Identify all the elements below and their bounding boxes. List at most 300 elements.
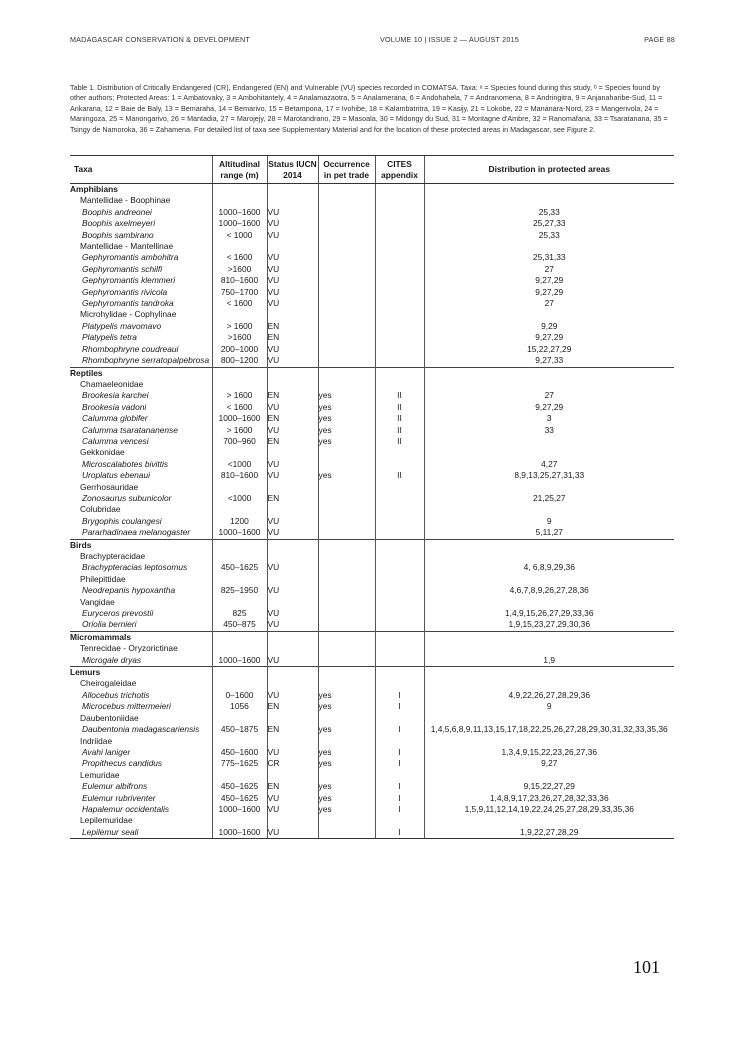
cell-name: Gekkonidae xyxy=(80,447,125,458)
cell-status: EN xyxy=(267,390,318,401)
cell-cites xyxy=(375,770,424,781)
cell-trade xyxy=(318,667,375,679)
cell-cites xyxy=(375,504,424,515)
cell-dist: 9,15,22,27,29 xyxy=(424,781,674,792)
cell-dist: 1,9,22,27,28,29 xyxy=(424,827,674,839)
cell-cites: I xyxy=(375,758,424,769)
family-row xyxy=(70,195,674,206)
cell-trade xyxy=(318,252,375,263)
cell-dist: 4,9,22,26,27,28,29,36 xyxy=(424,690,674,701)
cell-trade xyxy=(318,585,375,596)
cell-name: Calumma vencesi xyxy=(82,435,149,446)
species-row xyxy=(70,493,674,504)
cell-cites xyxy=(375,241,424,252)
cell-trade xyxy=(318,631,375,643)
cell-trade xyxy=(318,447,375,458)
species-row xyxy=(70,218,674,229)
cell-status: EN xyxy=(267,436,318,447)
cell-name: Microhylidae - Cophylinae xyxy=(80,309,177,320)
cell-trade xyxy=(318,482,375,493)
cell-cites xyxy=(375,516,424,527)
cell-trade xyxy=(318,459,375,470)
species-row xyxy=(70,562,674,573)
cell-status: VU xyxy=(267,562,318,573)
page-number: 101 xyxy=(633,957,660,977)
cell-trade: yes xyxy=(318,436,375,447)
species-row xyxy=(70,804,674,815)
cell-cites xyxy=(375,736,424,747)
cell-name: Brygophis coulangesi xyxy=(82,515,162,526)
cell-cites xyxy=(375,275,424,286)
cell-name: Uroplatus ebenaui xyxy=(82,470,150,481)
cell-cites xyxy=(375,195,424,206)
cell-alt: 1000–1600 xyxy=(212,207,267,218)
cell-status xyxy=(267,309,318,320)
cell-trade xyxy=(318,619,375,631)
species-row xyxy=(70,747,674,758)
cell-status: VU xyxy=(267,827,318,839)
cell-dist: 21,25,27 xyxy=(424,493,674,504)
cell-dist xyxy=(424,597,674,608)
cell-cites xyxy=(375,667,424,679)
cell-dist: 3 xyxy=(424,413,674,424)
cell-dist: 4, 6,8,9,29,36 xyxy=(424,562,674,573)
cell-status xyxy=(267,667,318,679)
species-row xyxy=(70,390,674,401)
cell-trade: yes xyxy=(318,690,375,701)
cell-cites xyxy=(375,344,424,355)
species-row xyxy=(70,690,674,701)
cell-trade xyxy=(318,815,375,826)
cell-alt xyxy=(212,379,267,390)
species-row xyxy=(70,425,674,436)
cell-cites: II xyxy=(375,402,424,413)
cell-alt: 450–1600 xyxy=(212,747,267,758)
cell-dist xyxy=(424,539,674,551)
family-row xyxy=(70,504,674,515)
cell-alt: 1200 xyxy=(212,516,267,527)
cell-cites xyxy=(375,482,424,493)
cell-status: VU xyxy=(267,218,318,229)
cell-dist: 25,27,33 xyxy=(424,218,674,229)
cell-status: VU xyxy=(267,527,318,539)
cell-status: VU xyxy=(267,230,318,241)
cell-status: VU xyxy=(267,298,318,309)
cell-dist: 27 xyxy=(424,390,674,401)
cell-cites xyxy=(375,631,424,643)
cell-dist: 9,29 xyxy=(424,321,674,332)
cell-alt: 1000–1600 xyxy=(212,218,267,229)
species-row xyxy=(70,781,674,792)
header-page: PAGE 88 xyxy=(644,35,675,44)
family-row xyxy=(70,551,674,562)
col-header-altitude: Altitudinal range (m) xyxy=(212,156,267,184)
species-row xyxy=(70,252,674,263)
cell-status: VU xyxy=(267,470,318,481)
species-row xyxy=(70,793,674,804)
cell-cites xyxy=(375,367,424,379)
species-row xyxy=(70,655,674,667)
cell-name: Chamaeleonidae xyxy=(80,378,144,389)
cell-cites xyxy=(375,459,424,470)
cell-trade: yes xyxy=(318,804,375,815)
cell-trade xyxy=(318,713,375,724)
cell-status xyxy=(267,184,318,196)
cell-dist xyxy=(424,713,674,724)
cell-cites xyxy=(375,379,424,390)
cell-cites xyxy=(375,527,424,539)
group-row xyxy=(70,539,674,551)
cell-alt: 810–1600 xyxy=(212,470,267,481)
cell-status: VU xyxy=(267,747,318,758)
species-row xyxy=(70,516,674,527)
cell-dist: 1,9 xyxy=(424,655,674,667)
cell-trade xyxy=(318,504,375,515)
species-row xyxy=(70,344,674,355)
family-row xyxy=(70,309,674,320)
cell-trade xyxy=(318,551,375,562)
cell-name: Colubridae xyxy=(80,504,121,515)
cell-alt: 1000–1600 xyxy=(212,827,267,839)
cell-cites xyxy=(375,608,424,619)
cell-cites xyxy=(375,264,424,275)
cell-dist: 9,27 xyxy=(424,758,674,769)
cell-alt xyxy=(212,678,267,689)
cell-dist: 33 xyxy=(424,425,674,436)
cell-dist: 5,11,27 xyxy=(424,527,674,539)
cell-alt xyxy=(212,667,267,679)
cell-alt xyxy=(212,447,267,458)
cell-name: Mantellidae - Mantellinae xyxy=(80,241,174,252)
cell-status: VU xyxy=(267,402,318,413)
species-row xyxy=(70,436,674,447)
cell-alt: 1000–1600 xyxy=(212,413,267,424)
cell-dist: 1,4,8,9,17,23,26,27,28,32,33,36 xyxy=(424,793,674,804)
cell-alt: < 1000 xyxy=(212,230,267,241)
volume-issue: VOLUME 10 | ISSUE 2 — AUGUST 2015 xyxy=(380,35,519,44)
species-row xyxy=(70,827,674,839)
cell-alt: 450–1625 xyxy=(212,562,267,573)
cell-trade xyxy=(318,264,375,275)
cell-alt: >1600 xyxy=(212,264,267,275)
cell-dist: 9 xyxy=(424,516,674,527)
species-row xyxy=(70,332,674,343)
cell-trade xyxy=(318,574,375,585)
cell-cites xyxy=(375,184,424,196)
cell-trade xyxy=(318,218,375,229)
cell-name: Lepilemur seali xyxy=(70,827,212,839)
cell-cites xyxy=(375,252,424,263)
cell-trade xyxy=(318,207,375,218)
cell-name: Zonosaurus subunicolor xyxy=(82,492,172,503)
cell-name: Indriidae xyxy=(80,735,113,746)
cell-status xyxy=(267,551,318,562)
cell-status: VU xyxy=(267,425,318,436)
cell-name: Gephyromantis tandroka xyxy=(82,298,174,309)
cell-dist: 25,33 xyxy=(424,230,674,241)
cell-dist xyxy=(424,551,674,562)
cell-status xyxy=(267,241,318,252)
cell-dist xyxy=(424,815,674,826)
cell-status: VU xyxy=(267,516,318,527)
cell-dist: 4,27 xyxy=(424,459,674,470)
cell-dist: 9,27,29 xyxy=(424,275,674,286)
cell-trade xyxy=(318,827,375,839)
cell-name: Gephyromantis ambohitra xyxy=(82,252,179,263)
family-row xyxy=(70,678,674,689)
cell-status: VU xyxy=(267,252,318,263)
cell-name: Propithecus candidus xyxy=(82,758,163,769)
cell-alt: 1056 xyxy=(212,701,267,712)
cell-name: Platypelis mavomavo xyxy=(82,320,162,331)
cell-trade xyxy=(318,241,375,252)
cell-name: Daubentoniidae xyxy=(80,712,139,723)
cell-status xyxy=(267,678,318,689)
cell-trade: yes xyxy=(318,793,375,804)
cell-alt: <1000 xyxy=(212,459,267,470)
cell-name: Lepilemuridae xyxy=(80,815,133,826)
cell-dist xyxy=(424,309,674,320)
group-row xyxy=(70,367,674,379)
cell-cites xyxy=(375,713,424,724)
cell-alt: 450–875 xyxy=(212,619,267,631)
journal-title: MADAGASCAR CONSERVATION & DEVELOPMENT xyxy=(70,35,250,44)
cell-status: VU xyxy=(267,655,318,667)
family-row xyxy=(70,379,674,390)
cell-trade: yes xyxy=(318,701,375,712)
cell-name: Daubentonia madagascariensis xyxy=(82,724,200,735)
cell-alt xyxy=(212,184,267,196)
cell-alt xyxy=(212,643,267,654)
group-row xyxy=(70,184,674,196)
cell-name: Vangidae xyxy=(80,596,115,607)
col-header-trade: Occurrence in pet trade xyxy=(318,156,375,184)
cell-name: Gephyromantis klemmeri xyxy=(82,275,176,286)
cell-dist xyxy=(424,379,674,390)
cell-name: Allocebus trichotis xyxy=(82,689,150,700)
cell-alt: 750–1700 xyxy=(212,287,267,298)
cell-name: Microgale dryas xyxy=(82,654,142,665)
family-row xyxy=(70,597,674,608)
cell-cites xyxy=(375,447,424,458)
cell-alt: >1600 xyxy=(212,332,267,343)
cell-dist xyxy=(424,736,674,747)
cell-cites xyxy=(375,298,424,309)
cell-status: VU xyxy=(267,793,318,804)
col-header-cites: CITES appendix xyxy=(375,156,424,184)
cell-name: Hapalemur occidentalis xyxy=(82,803,170,814)
cell-cites xyxy=(375,574,424,585)
cell-name: Micromammals xyxy=(70,631,212,643)
cell-dist: 9 xyxy=(424,701,674,712)
cell-dist xyxy=(424,482,674,493)
cell-cites xyxy=(375,230,424,241)
running-header xyxy=(70,35,675,47)
cell-alt: > 1600 xyxy=(212,390,267,401)
cell-name: Microscalabotes bivittis xyxy=(82,458,169,469)
cell-trade xyxy=(318,367,375,379)
cell-alt: <1000 xyxy=(212,493,267,504)
cell-dist xyxy=(424,574,674,585)
species-row xyxy=(70,527,674,539)
cell-status: VU xyxy=(267,275,318,286)
cell-status xyxy=(267,379,318,390)
cell-name: Brachypteracidae xyxy=(80,551,146,561)
cell-trade xyxy=(318,597,375,608)
cell-trade: yes xyxy=(318,402,375,413)
species-row xyxy=(70,470,674,481)
family-row xyxy=(70,815,674,826)
cell-name: Platypelis tetra xyxy=(82,332,137,343)
cell-name: Avahi laniger xyxy=(82,746,131,757)
cell-cites xyxy=(375,493,424,504)
species-row xyxy=(70,402,674,413)
cell-cites xyxy=(375,355,424,367)
cell-dist xyxy=(424,631,674,643)
cell-cites: I xyxy=(375,701,424,712)
species-row xyxy=(70,207,674,218)
cell-cites xyxy=(375,562,424,573)
cell-name: Birds xyxy=(70,539,212,551)
group-row xyxy=(70,667,674,679)
cell-cites: II xyxy=(375,390,424,401)
cell-status xyxy=(267,195,318,206)
cell-name: Philepittidae xyxy=(80,573,126,584)
cell-cites xyxy=(375,655,424,667)
cell-trade: yes xyxy=(318,413,375,424)
cell-cites xyxy=(375,551,424,562)
cell-trade xyxy=(318,516,375,527)
species-row xyxy=(70,230,674,241)
cell-cites xyxy=(375,643,424,654)
cell-alt: 450–1625 xyxy=(212,793,267,804)
cell-status: VU xyxy=(267,690,318,701)
family-row xyxy=(70,241,674,252)
cell-cites: I xyxy=(375,781,424,792)
cell-cites xyxy=(375,321,424,332)
cell-trade xyxy=(318,379,375,390)
cell-status: VU xyxy=(267,619,318,631)
cell-status: VU xyxy=(267,344,318,355)
cell-status: EN xyxy=(267,321,318,332)
cell-status xyxy=(267,713,318,724)
cell-status xyxy=(267,631,318,643)
cell-name: Lemurs xyxy=(70,667,212,679)
cell-cites: II xyxy=(375,425,424,436)
cell-trade xyxy=(318,321,375,332)
cell-name: Eulemur rubriventer xyxy=(82,792,156,803)
cell-name: Euryceros prevostii xyxy=(82,608,154,619)
cell-alt xyxy=(212,539,267,551)
cell-alt xyxy=(212,309,267,320)
col-header-status: Status IUCN 2014 xyxy=(267,156,318,184)
cell-trade xyxy=(318,527,375,539)
cell-trade xyxy=(318,655,375,667)
cell-dist xyxy=(424,367,674,379)
species-row xyxy=(70,264,674,275)
cell-trade: yes xyxy=(318,390,375,401)
cell-cites xyxy=(375,597,424,608)
cell-status: EN xyxy=(267,724,318,735)
cell-alt: < 1600 xyxy=(212,252,267,263)
species-row xyxy=(70,758,674,769)
cell-name: Brachypteracias leptosomus xyxy=(82,562,188,573)
cell-name: Microcebus mittermeieri xyxy=(82,701,171,712)
cell-status: VU xyxy=(267,264,318,275)
cell-status: EN xyxy=(267,701,318,712)
cell-name: Gephyromantis rivicola xyxy=(82,286,168,297)
cell-alt: 700–960 xyxy=(212,436,267,447)
cell-status: VU xyxy=(267,585,318,596)
cell-name: Brookesia karchei xyxy=(82,390,149,401)
cell-alt: 450–1875 xyxy=(212,724,267,735)
cell-cites: I xyxy=(375,690,424,701)
cell-alt: 200–1000 xyxy=(212,344,267,355)
cell-trade: yes xyxy=(318,470,375,481)
cell-status xyxy=(267,447,318,458)
species-row xyxy=(70,275,674,286)
cell-dist xyxy=(424,667,674,679)
cell-dist: 1,4,5,6,8,9,11,13,15,17,18,22,25,26,27,28,29,30,31,32,33,35,36 xyxy=(424,724,674,735)
cell-status: VU xyxy=(267,459,318,470)
species-table xyxy=(70,155,674,839)
cell-trade xyxy=(318,643,375,654)
cell-dist xyxy=(424,436,674,447)
cell-cites xyxy=(375,585,424,596)
cell-cites: II xyxy=(375,413,424,424)
cell-cites: II xyxy=(375,470,424,481)
cell-trade xyxy=(318,230,375,241)
cell-dist: 27 xyxy=(424,264,674,275)
cell-cites xyxy=(375,287,424,298)
cell-dist: 9,27,29 xyxy=(424,287,674,298)
cell-cites xyxy=(375,207,424,218)
cell-name: Boophis axelmeyeri xyxy=(82,218,156,229)
cell-alt xyxy=(212,504,267,515)
cell-status xyxy=(267,574,318,585)
cell-alt: < 1600 xyxy=(212,402,267,413)
cell-dist xyxy=(424,447,674,458)
cell-alt: 1000–1600 xyxy=(212,804,267,815)
cell-dist: 1,4,9,15,26,27,29,33,36 xyxy=(424,608,674,619)
species-row xyxy=(70,298,674,309)
cell-status: CR xyxy=(267,758,318,769)
cell-name: Amphibians xyxy=(70,184,118,194)
cell-status: VU xyxy=(267,355,318,367)
cell-cites xyxy=(375,218,424,229)
cell-alt: 450–1625 xyxy=(212,781,267,792)
cell-cites: II xyxy=(375,436,424,447)
cell-name: Boophis sambirano xyxy=(82,229,154,240)
species-row xyxy=(70,585,674,596)
cell-status xyxy=(267,539,318,551)
cell-dist: 15,22,27,29 xyxy=(424,344,674,355)
cell-status xyxy=(267,770,318,781)
cell-status xyxy=(267,736,318,747)
cell-dist xyxy=(424,770,674,781)
cell-cites: I xyxy=(375,747,424,758)
cell-status: VU xyxy=(267,287,318,298)
cell-name: Neodrepanis hypoxantha xyxy=(82,585,176,596)
cell-alt: 0–1600 xyxy=(212,690,267,701)
cell-name: Rhombophryne serratopalpebrosa xyxy=(82,355,210,366)
species-row xyxy=(70,724,674,735)
cell-status: VU xyxy=(267,207,318,218)
cell-alt xyxy=(212,713,267,724)
cell-alt: > 1600 xyxy=(212,321,267,332)
family-row xyxy=(70,482,674,493)
cell-name: Boophis andreonei xyxy=(82,206,152,217)
